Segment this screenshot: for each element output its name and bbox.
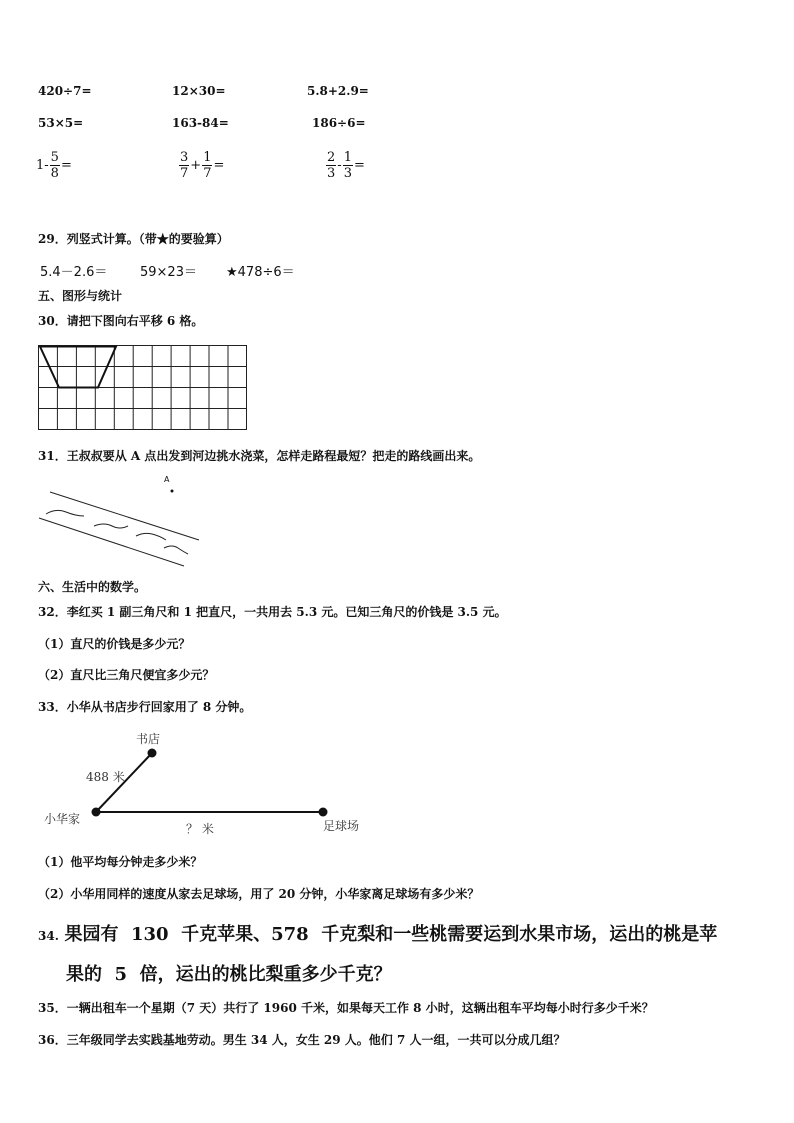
calc-item: 420÷7=: [38, 84, 92, 98]
vertical-calc-item: 5.4－2.6＝: [40, 265, 108, 280]
calc-item: 53×5=: [38, 116, 84, 130]
question-34-line1: 果园有 130 千克苹果、578 千克梨和一些桃需要运到水果市场，运出的桃是苹: [64, 924, 718, 945]
label-distance-2: ？ 米: [186, 822, 214, 836]
question-36-title: 36．三年级同学去实践基地劳动。男生 34 人，女生 29 人。他们 7 人一组，一共可以分成几组？: [38, 1033, 566, 1047]
water-wave: [94, 524, 128, 528]
fraction: $\frac{1}{7}$: [203, 150, 212, 181]
fraction: $\frac{5}{8}$: [50, 150, 59, 181]
river-bank-upper: [50, 492, 199, 540]
question-32-sub2: （2）直尺比三角尺便宜多少元？: [38, 668, 215, 682]
question-31-title: 31．王叔叔要从 A 点出发到河边挑水浇菜，怎样走路程最短？把走的路线画出来。: [38, 449, 481, 463]
translation-grid: [38, 345, 250, 433]
vertical-calc-item: 59×23＝: [140, 265, 197, 280]
water-wave: [136, 533, 166, 540]
section-5-heading: 五、图形与统计: [38, 289, 123, 303]
question-32-sub1: （1）直尺的价钱是多少元？: [38, 637, 191, 651]
section-6-heading: 六、生活中的数学。: [38, 580, 147, 594]
point-a-label: A: [164, 475, 170, 484]
point-a: [171, 490, 174, 493]
question-34-number: 34.: [38, 929, 59, 943]
point-bookstore: [148, 749, 157, 758]
calc-item: 5.8+2.9=: [307, 84, 369, 98]
label-field: 足球场: [323, 819, 360, 833]
label-distance-1: 488 米: [86, 770, 125, 784]
question-30-title: 30．请把下图向右平移 6 格。: [38, 314, 204, 328]
question-35-title: 35．一辆出租车一个星期（7 天）共行了 1960 千米，如果每天工作 8 小时，这辆出租车平均每小时行多少千米？: [38, 1001, 654, 1015]
question-33-sub2: （2）小华用同样的速度从家去足球场，用了 20 分钟，小华家离足球场有多少米？: [38, 887, 480, 901]
question-33-title: 33．小华从书店步行回家用了 8 分钟。: [38, 700, 252, 714]
water-wave: [164, 546, 188, 554]
vertical-calc-item: ★478÷6＝: [226, 265, 295, 280]
question-32-title: 32．李红买 1 副三角尺和 1 把直尺，一共用去 5.3 元。已知三角尺的价钱是 3.5 元。: [38, 605, 507, 619]
question-33-sub1: （1）他平均每分钟走多少米？: [38, 855, 203, 869]
river-bank-lower: [39, 518, 184, 566]
fraction: $\frac{1}{3}$: [343, 150, 352, 181]
fraction: $\frac{3}{7}$: [180, 150, 189, 181]
fraction-calc-a: 1- $\frac{5}{8}$ =: [36, 150, 72, 181]
calc-item: 186÷6=: [312, 116, 366, 130]
point-field: [319, 808, 328, 817]
fraction-calc-c: $\frac{2}{3}$ - $\frac{1}{3}$ =: [327, 150, 365, 181]
point-home: [92, 808, 101, 817]
river-diagram: [36, 480, 206, 570]
calc-item: 163-84=: [172, 116, 229, 130]
water-wave: [46, 510, 84, 516]
fraction: $\frac{2}{3}$: [327, 150, 336, 181]
label-home: 小华家: [44, 812, 81, 826]
question-34-line2: 果的 5 倍，运出的桃比梨重多少千克？: [66, 964, 392, 985]
calc-item: 12×30=: [172, 84, 226, 98]
question-29-title: 29．列竖式计算。（带★的要验算）: [38, 232, 229, 246]
label-bookstore: 书店: [136, 732, 161, 746]
question-34: [38, 920, 717, 946]
fraction-calc-b: $\frac{3}{7}$ + $\frac{1}{7}$ =: [180, 150, 225, 181]
